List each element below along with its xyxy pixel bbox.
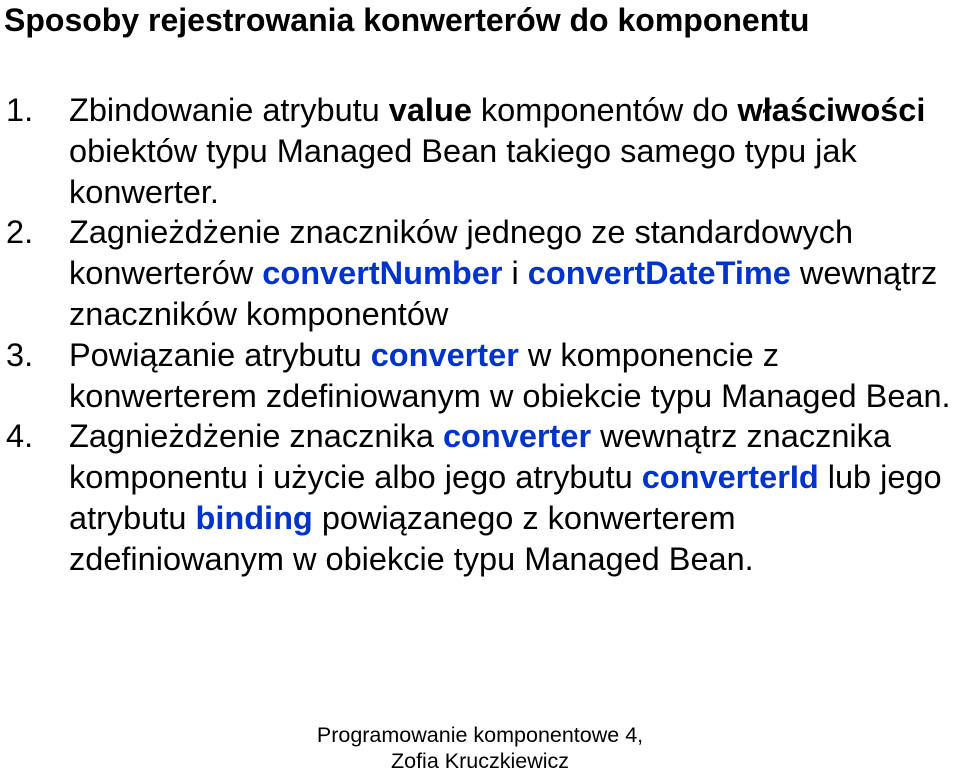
text-segment: powiązanego z konwerterem zdefiniowanym w obiekcie typu Managed Bean. xyxy=(69,499,754,577)
text-segment: w komponencie z konwerterem zdefiniowanym w obiekcie typu Managed Bean. xyxy=(69,336,951,414)
item-number: 2. xyxy=(6,214,34,251)
item-number: 1. xyxy=(6,92,34,128)
text-segment: Powiązanie atrybutu xyxy=(69,336,371,373)
keyword-binding: binding xyxy=(195,499,313,536)
text-segment: Zbindowanie atrybutu xyxy=(69,92,389,128)
keyword-converterid: converterId xyxy=(641,459,819,496)
item-text xyxy=(69,214,937,332)
keyword-value: value xyxy=(388,92,472,128)
text-segment: i xyxy=(502,255,528,292)
footer-author: Zofia Kruczkiewicz xyxy=(390,749,569,773)
keyword-wlasciwosci: właściwości xyxy=(737,92,926,128)
text-segment: lub jego atrybutu xyxy=(69,459,942,536)
list-item-4 xyxy=(0,416,959,579)
slide-title: Sposoby rejestrowania konwerterów do komponentu xyxy=(4,2,810,38)
list-item-1 xyxy=(0,90,959,212)
list-item-2 xyxy=(0,212,959,334)
keyword-convertdatetime: convertDateTime xyxy=(527,255,791,292)
item-number: 4. xyxy=(6,418,34,455)
text-segment: Zagnieżdżenie znacznika xyxy=(69,418,443,455)
item-text xyxy=(69,337,951,414)
slide-footer xyxy=(300,722,660,774)
registration-methods-list xyxy=(0,90,959,580)
text-segment: Zagnieżdżenie znaczników jednego ze standardowych konwerterów xyxy=(69,214,854,292)
footer-course: Programowanie komponentowe 4, xyxy=(316,723,644,747)
text-segment: wewnątrz znacznika komponentu i użycie albo jego atrybutu xyxy=(69,418,891,496)
keyword-convertnumber: convertNumber xyxy=(262,255,503,292)
text-segment: wewnątrz znaczników komponentów xyxy=(69,255,938,332)
text-segment: komponentów do xyxy=(471,92,738,128)
list-item-3 xyxy=(0,335,959,417)
item-number: 3. xyxy=(6,336,34,373)
keyword-converter: converter xyxy=(442,418,592,455)
text-segment: obiektów typu Managed Bean takiego samego typu jak konwerter. xyxy=(69,132,857,210)
item-text xyxy=(69,92,925,210)
item-text xyxy=(69,418,942,576)
keyword-converter: converter xyxy=(370,336,519,373)
